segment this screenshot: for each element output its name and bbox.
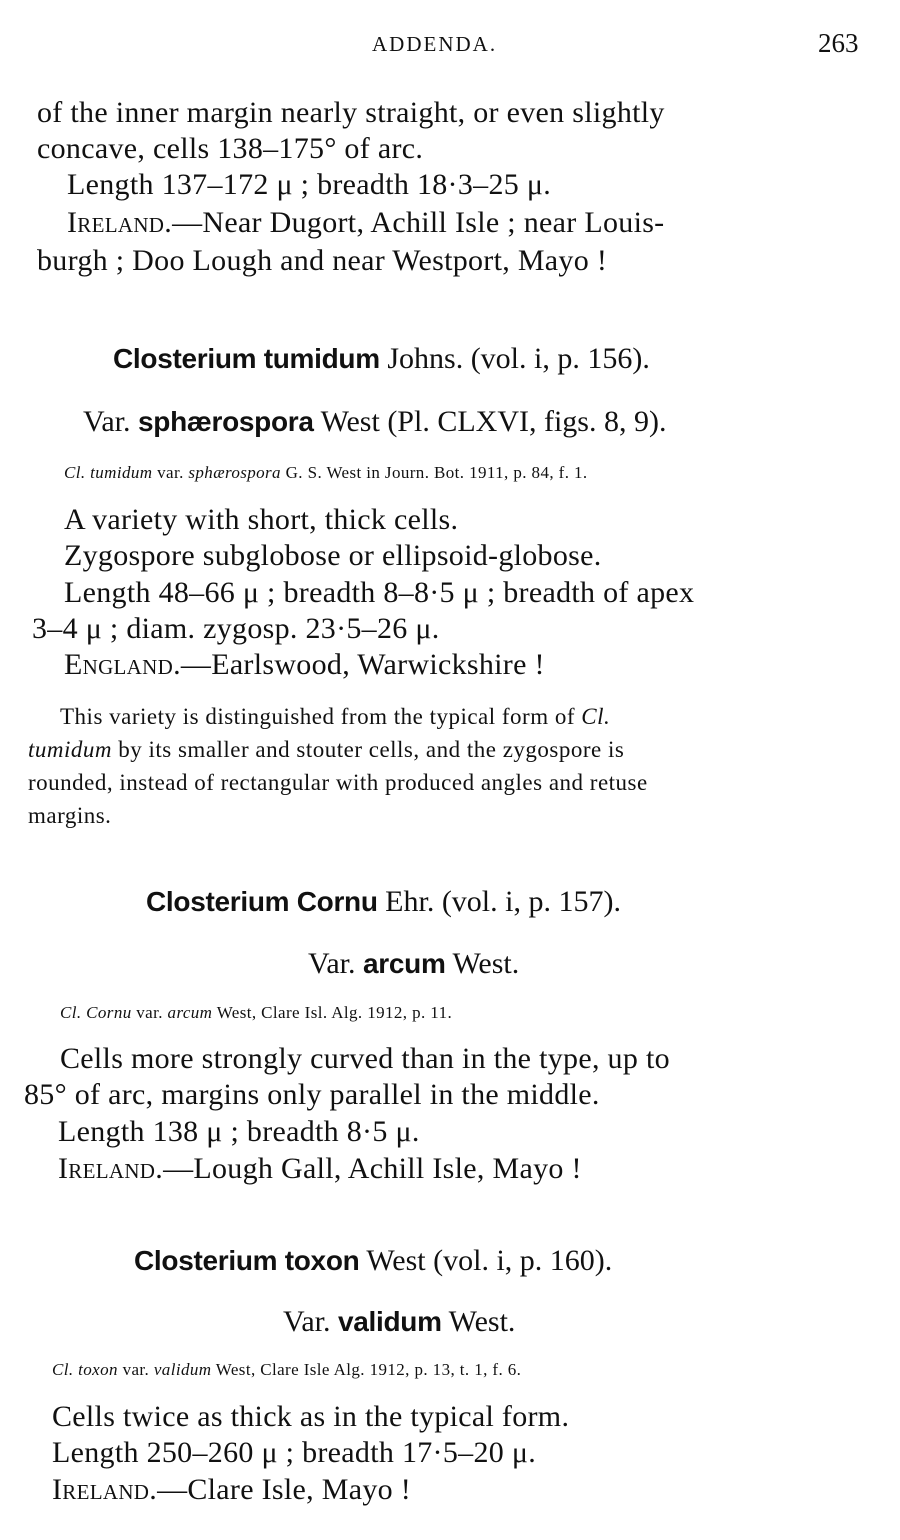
variety-prefix: Var. xyxy=(83,405,138,438)
intro-locality xyxy=(67,206,664,240)
locality-text: —Earlswood, Warwickshire ! xyxy=(180,648,545,681)
variety-heading-validum xyxy=(283,1305,515,1339)
measurement-line: Length 138 μ ; breadth 8·5 μ. xyxy=(58,1115,420,1148)
locality-text: —Lough Gall, Achill Isle, Mayo ! xyxy=(163,1152,582,1185)
citation-validum: Cl. toxon var. validum West, Clare Isle Alg. 1912, p. 13, t. 1, f. 6. xyxy=(52,1360,522,1379)
intro-line-1: of the inner margin nearly straight, or even slightly xyxy=(37,96,665,129)
locality-line xyxy=(52,1473,411,1507)
note-line: tumidum by its smaller and stouter cells, and the zygospore is xyxy=(28,737,625,762)
description-line: Zygospore subglobose or ellipsoid-globose. xyxy=(64,539,602,572)
page-number: 263 xyxy=(818,28,859,58)
locality-text: —Clare Isle, Mayo ! xyxy=(157,1473,412,1506)
citation-arcum: Cl. Cornu var. arcum West, Clare Isl. Alg. 1912, p. 11. xyxy=(60,1003,453,1022)
locality-text: —Near Dugort, Achill Isle ; near Louis- xyxy=(172,206,665,239)
measurement-line: Length 48–66 μ ; breadth 8–8·5 μ ; breadth of apex xyxy=(64,576,695,609)
variety-prefix: Var. xyxy=(283,1305,338,1338)
note-line: margins. xyxy=(28,803,112,828)
variety-authority: West. xyxy=(445,947,520,980)
locality-label: England. xyxy=(64,648,181,681)
variety-authority: West (Pl. CLXVI, figs. 8, 9). xyxy=(313,405,667,438)
species-authority: West (vol. i, p. 160). xyxy=(359,1244,613,1277)
locality-line xyxy=(58,1152,582,1186)
species-name: Closterium Cornu xyxy=(146,886,378,917)
intro-locality-cont: burgh ; Doo Lough and near Westport, Mayo ! xyxy=(37,244,608,277)
variety-prefix: Var. xyxy=(308,947,363,980)
description-line: Cells twice as thick as in the typical form. xyxy=(52,1400,570,1433)
note-line: This variety is distinguished from the typical form of Cl. xyxy=(60,704,611,729)
locality-label: Ireland. xyxy=(67,206,173,239)
measurement-line: Length 250–260 μ ; breadth 17·5–20 μ. xyxy=(52,1436,537,1469)
running-header: ADDENDA. xyxy=(372,32,498,56)
species-authority: Johns. (vol. i, p. 156). xyxy=(379,342,650,375)
note-line: rounded, instead of rectangular with produced angles and retuse xyxy=(28,770,648,795)
description-line: Cells more strongly curved than in the type, up to xyxy=(60,1042,670,1075)
species-name: Closterium tumidum xyxy=(113,343,380,374)
variety-heading-sphaerospora xyxy=(83,405,666,439)
species-heading-cornu xyxy=(146,885,621,919)
variety-name: validum xyxy=(338,1306,442,1337)
species-authority: Ehr. (vol. i, p. 157). xyxy=(377,885,621,918)
citation-sphaerospora: Cl. tumidum var. sphærospora G. S. West in Journ. Bot. 1911, p. 84, f. 1. xyxy=(64,463,588,482)
intro-line-2: concave, cells 138–175° of arc. xyxy=(37,132,424,165)
variety-heading-arcum xyxy=(308,947,519,981)
locality-label: Ireland. xyxy=(58,1152,164,1185)
variety-name: arcum xyxy=(363,948,446,979)
locality-label: Ireland. xyxy=(52,1473,158,1506)
variety-authority: West. xyxy=(441,1305,516,1338)
description-line: 85° of arc, margins only parallel in the middle. xyxy=(24,1078,600,1111)
species-name: Closterium toxon xyxy=(134,1245,360,1276)
species-heading-tumidum xyxy=(113,342,650,376)
measurement-line: 3–4 μ ; diam. zygosp. 23·5–26 μ. xyxy=(32,612,440,645)
species-heading-toxon xyxy=(134,1244,612,1278)
locality-line xyxy=(64,648,545,682)
intro-measurements: Length 137–172 μ ; breadth 18·3–25 μ. xyxy=(67,168,552,201)
description-line: A variety with short, thick cells. xyxy=(64,503,459,536)
variety-name: sphærospora xyxy=(138,406,314,437)
